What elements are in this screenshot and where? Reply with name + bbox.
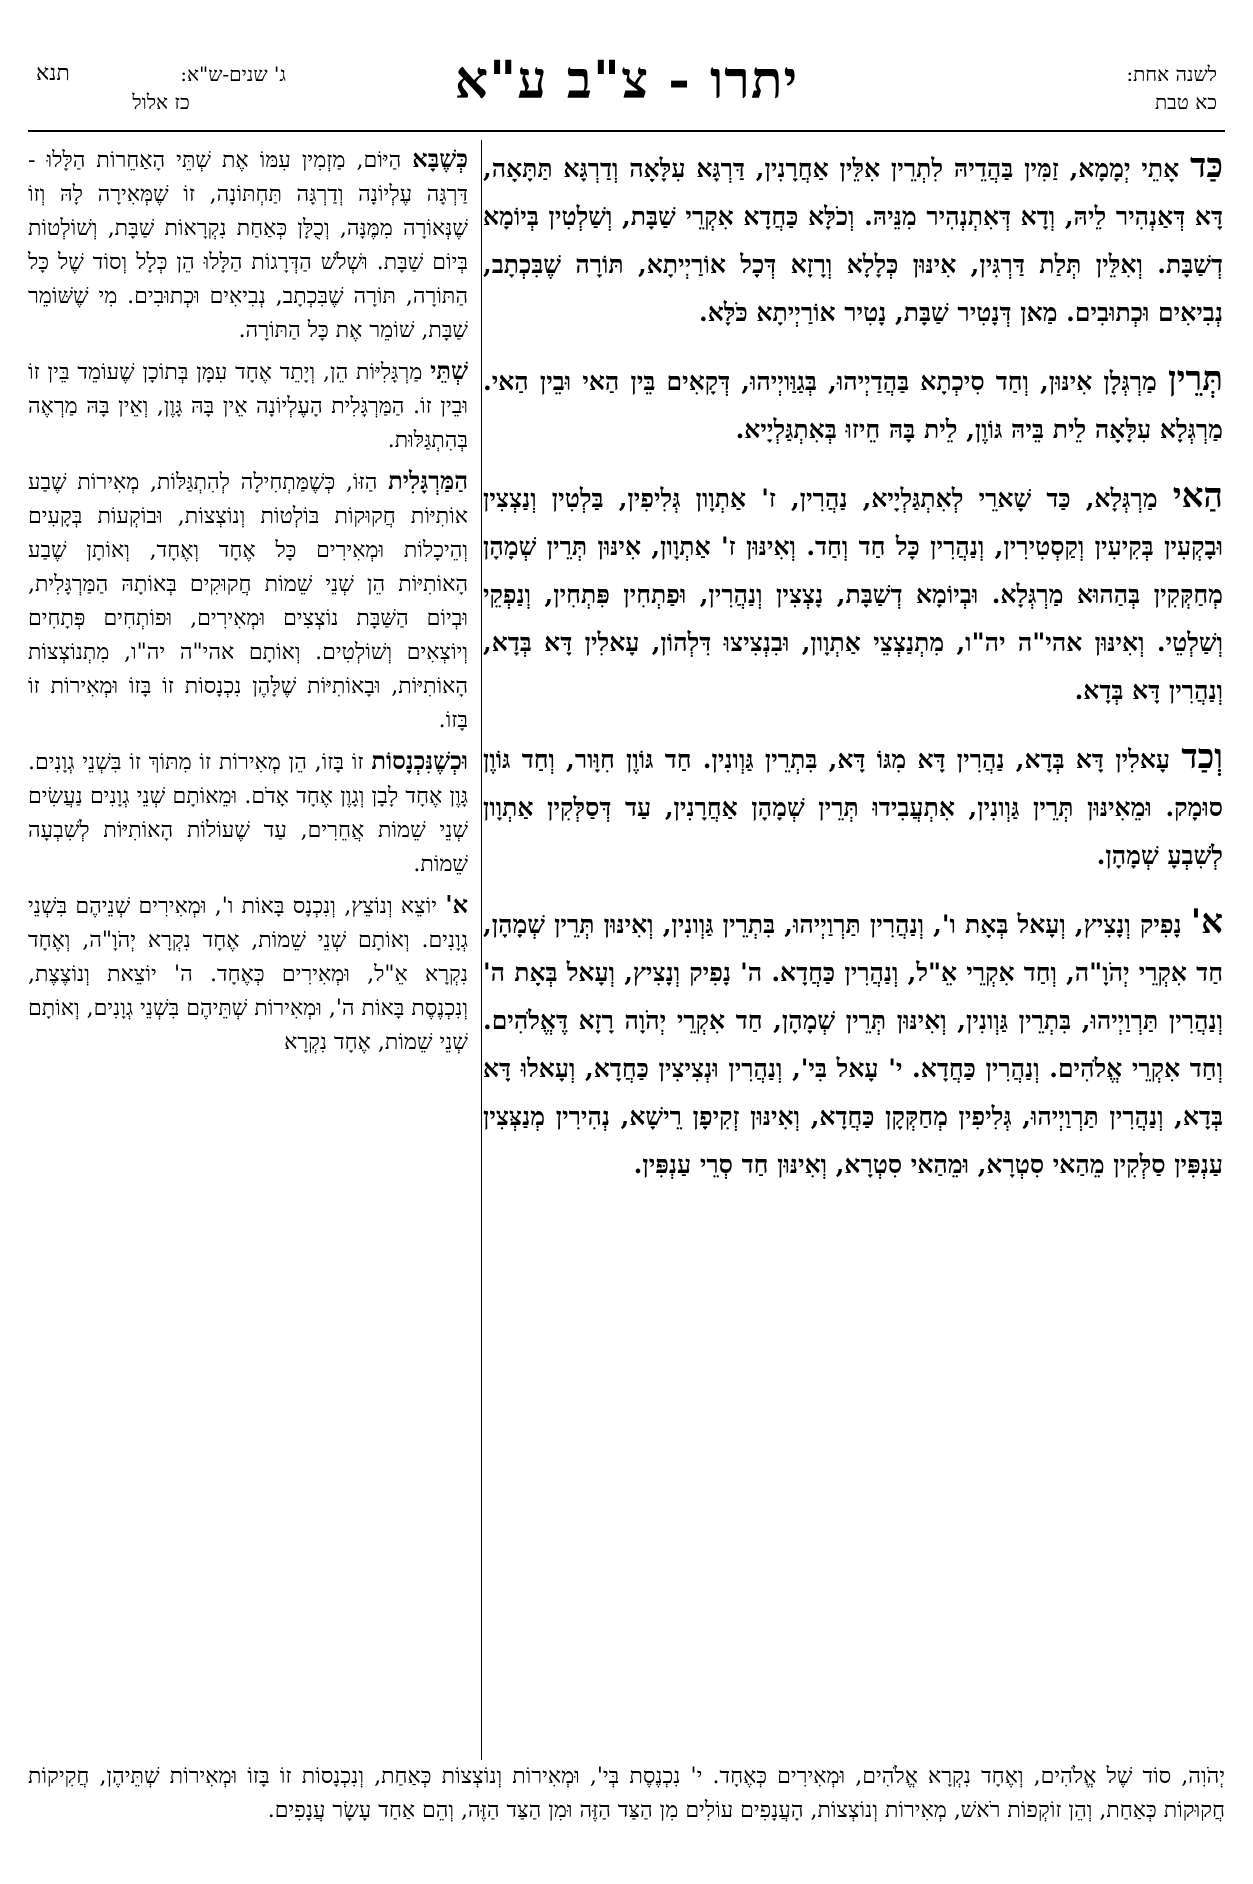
- commentary-paragraph: [28, 142, 468, 348]
- paragraph-text: עָאלִין דָּא בְּדָא, נַהֲרִין דָּא מִגּוֹ דָּא, בִּתְרֵין גַּוְונִין. חַד גּוֹוֶן חִוָּור, וְחַד גּוֹוֶן סוּמָק. וּמֵאִינּוּן תְּרֵין גַּוְונִין, אִתְעֲבִידוּ תְּרֵין שְׁמָהָן אַחֲרָנִין, עַד דְּסַלְּקִין אַתְוָון לְשִׁבְעָ שְׁמָהָן.: [483, 745, 1223, 870]
- paragraph-text: נָפִיק וְנָצִיץ, וְעָאל בְּאָת ו', וְנַהֲרִין תַּרְוַיְיהוּ, בִּתְרֵין גַּוְונִין, וְאִינּוּן תְּרֵין שְׁמָהָן, חַד אִקְרֵי יְהֹוָ"ה, וְחַד אִקְרֵי אֵ"ל, וְנַהֲרִין כַּחֲדָא. ה' נָפִיק וְנָצִיץ, וְעָאל בְּאָת ה' וְנַהֲרִין תַּרְוַיְיהוּ, בִּתְרֵין גַּוְונִין, וְאִינּוּן תְּרֵין שְׁמָהָן, חַד אִקְרֵי יְהֹוָה רָזָא דֶּאֱלֹהִים. וְחַד אִקְרֵי אֱלֹהִים. וְנַהֲרִין כַּחֲדָא. י' עָאל בִּי', וְנַהֲרִין וּנְצִיצִין כַּחֲדָא, וְעָאלוּ דָּא בְּדָא, וְנַהֲרִין תַּרְוַיְיהוּ, גְּלִיפִין מְחַקְּקָן כַּחֲדָא, וְאִינּוּן זְקִיפָן רֵישָׁא, נְהִירִין מְנַצְּצִין עַנְפִּין סַלְּקִין מֵהַאי סִטְרָא, וּמֵהַאי סִטְרָא, וְאִינּוּן חַד סְרֵי עַנְפִּין.: [483, 910, 1223, 1179]
- paragraph-text: יוֹצֵא וְנוֹצֵץ, וְנִכְנָס בָּאוֹת ו', וּמְאִירִים שְׁנֵיהֶם בִּשְׁנֵי גְוָנִים. וְאוֹתָם שְׁנֵי שֵׁמוֹת, אֶחָד נִקְרָא יְהֹוָ"ה, וְאֶחָד נִקְרָא אֵ"ל, וּמְאִירִים כְּאֶחָד. ה' יוֹצֵאת וְנוֹצֶצֶת, וְנִכְנֶסֶת בָּאוֹת ה', וּמְאִירוֹת שְׁתֵּיהֶם בִּשְׁנֵי גְוָנִים, וְאוֹתָם שְׁנֵי שֵׁמוֹת, אֶחָד נִקְרָא: [28, 894, 468, 1055]
- main-paragraph: [483, 472, 1223, 715]
- paragraph-text: הַזּוֹ, כְּשֶׁמַּתְחִילָה לְהִתְגַּלּוֹת, מְאִירוֹת שֶׁבַע אוֹתִיּוֹת חֲקוּקוֹת בּוֹלְטוֹת וְנוֹצְצוֹת, וּבוֹקְעוֹת בְּקָעִים וְהֵיכָלוֹת וּמְאִירִים כָּל אֶחָד וְאֶחָד, וְאוֹתָן שֶׁבַע הָאוֹתִיּוֹת הֵן שְׁנֵי שֵׁמוֹת חֲקוּקִים בְּאוֹתָהּ הַמַּרְגָּלִית, וּבְיוֹם הַשַּׁבָּת נוֹצְצִים וּמְאִירִים, וּפוֹתְחִים פְּתָחִים וְיוֹצְאִים וְשׁוֹלְטִים. וְאוֹתָם אהי"ה יה"ו, מִתְנוֹצְצוֹת הָאוֹתִיּוֹת, וּבָאוֹתִיּוֹת שֶׁלָּהֶן נִכְנָסוֹת זוֹ בָּזוֹ וּמְאִירוֹת זוֹ בָּזוֹ.: [28, 470, 468, 733]
- commentary-paragraph: [28, 888, 468, 1060]
- paragraph-text: הַיּוֹם, מַזְמִין עִמּוֹ אֶת שְׁתֵּי הָאַחֵרוֹת הַלָּלוּ - דַּרְגָּה עֶלְיוֹנָה וְדַרְגָּה תַּחְתּוֹנָה, זוֹ שֶׁמְּאִירָה לָהּ וְזוֹ שֶׁנְּאוֹרָה מִמֶּנָּה, וְכֻלָּן כְּאַחַת נִקְרָאוֹת שַׁבָּת, וְשׁוֹלְטוֹת בְּיוֹם שַׁבָּת. וּשְׁלֹשׁ הַדְּרָגוֹת הַלָּלוּ הֵן כְּלָל וְסוֹד שֶׁל כָּל הַתּוֹרָה, תּוֹרָה שֶׁבִּכְתָב, נְבִיאִים וּכְתוּבִים. מִי שֶׁשּׁוֹמֵר שַׁבָּת, שׁוֹמֵר אֶת כָּל הַתּוֹרָה.: [28, 148, 468, 343]
- one-year-label: לשנה אחת:: [1126, 62, 1217, 86]
- translation-column: [28, 142, 468, 1066]
- paragraph-opener: תְּרֵין: [1167, 359, 1223, 399]
- commentary-footer: יְהֹוִה, סוֹד שֶׁל אֱלֹהִים, וְאֶחָד נִקְרָא אֱלֹהִים, וּמְאִירִים כְּאֶחָד. י' נִכְנֶסֶת בְּי', וּמְאִירוֹת וְנוֹצְצוֹת כְּאַחַת, וְנִכְנָסוֹת זוֹ בָּזוֹ וּמְאִירוֹת שְׁתֵּיהֶן, חֲקִיקוֹת חֲקוּקוֹת כְּאַחַת, וְהֵן זוֹקְפוֹת רֹאשׁ, מְאִירוֹת וְנוֹצְצוֹת, הָעֲנָפִים עוֹלִים מִן הַצַּד הַזֶּה וּמִן הַצַּד הַזֶּה, וְהֵם אַחַד עָשָׂר עֲנָפִים.: [28, 1764, 1225, 1823]
- page-number: תנא: [36, 61, 70, 86]
- paragraph-opener: וְכַד: [1181, 737, 1223, 777]
- commentary-paragraph: [28, 744, 468, 882]
- paragraph-text: מַרְגְּלָא, כַּד שָׁארֵי לְאִתְגַּלְיָיא, נַהֲרִין, ז' אַתְוָון גְּלִיפִין, בַּלְטִין וְנַצְצִין וּבָקְעִין בְּקִיעִין וְקַסְטִירִין, וְנַהֲרִין כָּל חַד וְחַד. וְאִינּוּן ז' אַתְוָון, אִינּוּן תְּרֵין שְׁמָהָן מְחַקְּקִין בְּהַהוּא מַרְגְּלָא. וּבְיוֹמָא דְשַׁבָּת, נָצְצִין וְנַהֲרִין, וּפַתְחִין פִּתְחִין, וְנַפְקֵי וְשַׁלְטֵי. וְאִינּוּן אהי"ה יה"ו, מִתְנַצְצֵי אַתְוָון, וּבִנְצִיצוּ דִּלְהוֹן, עָאלִין דָּא בְּדָא, וְנַהֲרִין דָּא בְּדָא.: [483, 484, 1223, 705]
- three-year-date: כז אלול: [132, 90, 190, 114]
- paragraph-text: מַרְגְּלָן אִינּוּן, וְחַד סִיכְתָא בַּהֲדַיְיהוּ, בְּגַוַּויְיהוּ, דְּקָאִים בֵּין הַאי וּבֵין הַאי. מַרְגְּלָא עִלָּאָה לֵית בֵּיהּ גּוֹוֶן, לֵית בָּהּ חֵיזוּ בְּאִתְגַּלְיָיא.: [483, 367, 1223, 444]
- main-paragraph: [483, 142, 1223, 337]
- page-header: [28, 46, 1225, 132]
- paragraph-text: זוֹ בָּזוֹ, הֵן מְאִירוֹת זוֹ מִתּוֹךְ זוֹ בִּשְׁנֵי גְוָנִים. גָּוֶן אֶחָד לָבָן וְגָוֶן אֶחָד אָדֹם. וּמֵאוֹתָם שְׁנֵי גְוָנִים נַעֲשִׂים שְׁנֵי שֵׁמוֹת אֲחֵרִים, עַד שֶׁעוֹלוֹת הָאוֹתִיּוֹת לְשִׁבְעָה שֵׁמוֹת.: [28, 750, 468, 877]
- paragraph-text: מַרְגָּלִיּוֹת הֵן, וְיָתֵד אֶחָד עִמָּן בְּתוֹכָן שֶׁעוֹמֵד בֵּין זוֹ וּבֵין זוֹ. הַמַּרְגָּלִית הָעֶלְיוֹנָה אֵין בָּהּ גָּוֶן, וְאֵין בָּהּ מַרְאֶה בְּהִתְגַּלּוּת.: [28, 360, 468, 453]
- column-divider: [481, 140, 482, 1760]
- main-paragraph: [483, 898, 1223, 1189]
- paragraph-opener: הַמַּרְגָּלִית: [388, 466, 468, 495]
- paragraph-opener: כַּד: [1190, 146, 1223, 186]
- paragraph-opener: כְּשֶׁבָּא: [412, 144, 468, 173]
- commentary-paragraph: [28, 464, 468, 738]
- paragraph-opener: א': [445, 890, 468, 919]
- paragraph-text: אָתֵי יְמָמָא, זַמִּין בַּהֲדֵיהּ לִתְרֵין אִלֵּין אַחֲרָנִין, דַּרְגָּא עִלָּאָה וְדַרְגָּא תַּתָּאָה, דָּא דְּאַנְהִיר לֵיהּ, וְדָא דְּאִתְנְהִיר מִנֵּיהּ. וְכֹלָּא כַּחֲדָא אִקְרֵי שַׁבָּת, וְשַׁלְטִין בְּיוֹמָא דְשַׁבָּת. וְאִלֵּין תְּלַת דַּרְגִּין, אִינּוּן כְּלָלָא וְרָזָא דְּכָל אוֹרַיְיתָא, תּוֹרָה שֶׁבִּכְתָב, נְבִיאִים וּכְתוּבִים. מַאן דְּנָטִיר שַׁבָּת, נָטִיר אוֹרַיְיתָא כֹּלָּא.: [483, 154, 1223, 327]
- paragraph-opener: הַאי: [1172, 476, 1223, 516]
- one-year-date: כא טבת: [1154, 90, 1217, 114]
- header-divider: [28, 130, 1225, 132]
- paragraph-opener: א': [1190, 902, 1223, 942]
- main-paragraph: [483, 355, 1223, 454]
- commentary-paragraph: [28, 354, 468, 458]
- page-title: יתרו - צ"ב ע"א: [454, 50, 799, 111]
- header-left-block: [36, 60, 286, 116]
- paragraph-opener: וּכְשֶׁנִּכְנָסוֹת: [371, 746, 468, 775]
- zohar-main-text: [483, 142, 1223, 1207]
- three-year-label: ג' שנים-ש"א:: [180, 62, 286, 86]
- main-paragraph: [483, 733, 1223, 880]
- paragraph-opener: שְׁתֵּי: [430, 356, 468, 385]
